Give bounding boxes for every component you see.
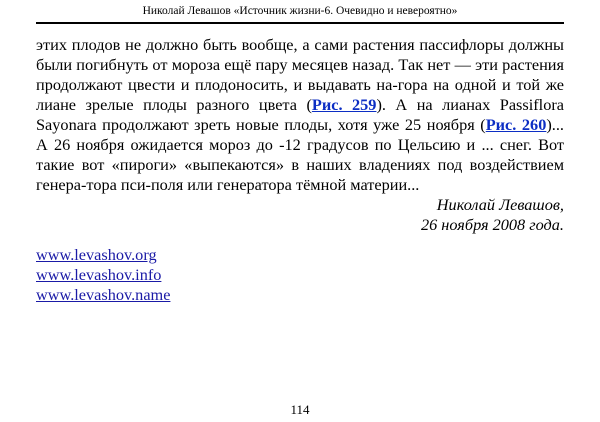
signature-author: Николай Левашов,	[436, 195, 564, 214]
signature-block	[421, 195, 564, 235]
figure-link-260[interactable]: Рис. 260	[485, 115, 547, 134]
running-header: Николай Левашов «Источник жизни-6. Очевидно и невероятно»	[142, 5, 458, 17]
paragraph-text-part-3: )... А 26 ноября ожидается мороз до -12 градусов по Цельсию и ... снег. Вот такие вот «пироги» «выпекаются» в наших владениях под воздействием генера-тора пси-поля или генератора тёмной материи...	[36, 115, 564, 194]
header-divider	[36, 22, 564, 24]
paragraph-text-part-2: ). А на лианах Passiflora Sayonara продолжают зреть новые плоды, хотя уже 25 ноября (	[36, 95, 564, 134]
website-link-info[interactable]: www.levashov.info	[36, 265, 162, 284]
body-paragraph	[36, 35, 564, 195]
paragraph-text-part-1: этих плодов не должно быть вообще, а сами растения пассифлоры должны были погибнуть от мороза ещё пару месяцев назад. Так нет — эти растения продолжают цвести и плодоносить, и выдавать на-гора на одной и той же лиане зрелые плоды разного цвета (	[36, 35, 564, 114]
website-links	[36, 245, 170, 305]
website-link-name[interactable]: www.levashov.name	[36, 285, 171, 304]
page-number: 114	[290, 402, 310, 417]
website-link-org[interactable]: www.levashov.org	[36, 245, 157, 264]
figure-link-259[interactable]: Рис. 259	[311, 95, 377, 114]
signature-date: 26 ноября 2008 года.	[420, 215, 564, 234]
